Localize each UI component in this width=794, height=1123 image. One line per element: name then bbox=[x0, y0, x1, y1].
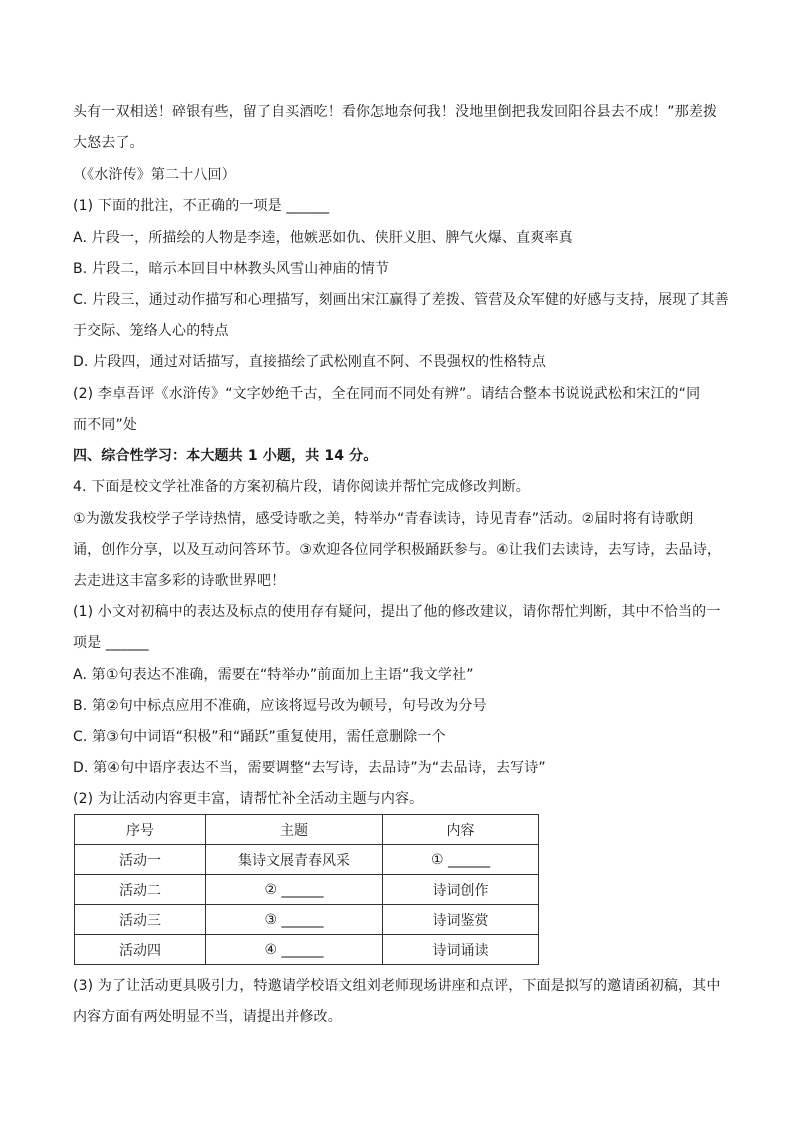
table-cell: 活动一 bbox=[75, 845, 206, 875]
table-cell: 活动二 bbox=[75, 875, 206, 905]
option-d: D. 第④句中语序表达不当，需要调整“去写诗，去品诗”为“去品诗，去写诗” bbox=[73, 760, 546, 776]
table-cell: 集诗文展青春风采 bbox=[206, 845, 383, 875]
table-cell: 诗词鉴赏 bbox=[383, 905, 539, 935]
sub-question-1: (1) 小文对初稿中的表达及标点的使用存有疑问，提出了他的修改建议，请你帮忙判断，其中不恰当的一 bbox=[73, 604, 721, 620]
text-line: 头有一双相送！碎银有些，留了自买酒吃！看你怎地奈何我！没地里倒把我发回阳谷县去不成！”那差拨 bbox=[73, 104, 718, 120]
passage-line: ①为激发我校学子学诗热情，感受诗歌之美，特举办“青春读诗，诗见青春”活动。②届时将有诗歌朗 bbox=[73, 511, 694, 527]
header-cell: 内容 bbox=[383, 815, 539, 845]
header-cell: 主题 bbox=[206, 815, 383, 845]
table-cell: 活动四 bbox=[75, 935, 206, 965]
table-cell: ① ______ bbox=[383, 845, 539, 875]
table-row bbox=[75, 845, 539, 875]
sub-question-3-cont: 内容方面有两处明显不当，请提出并修改。 bbox=[73, 1009, 342, 1025]
question-4-stem: 4. 下面是校文学社准备的方案初稿片段，请你阅读并帮忙完成修改判断。 bbox=[73, 479, 530, 495]
question-1-stem: (1) 下面的批注，不正确的一项是 ______ bbox=[73, 198, 330, 214]
option-b: B. 片段二，暗示本回目中林教头风雪山神庙的情节 bbox=[73, 261, 390, 277]
option-c: C. 第③句中词语“积极”和“踊跃”重复使用，需任意删除一个 bbox=[73, 729, 446, 745]
question-2-cont: 而不同”处 bbox=[73, 417, 138, 433]
option-c: C. 片段三，通过动作描写和心理描写，刻画出宋江赢得了差拨、管营及众军健的好感与支持，展现了其善 bbox=[73, 292, 729, 308]
section-heading: 四、综合性学习：本大题共 1 小题，共 14 分。 bbox=[73, 448, 378, 464]
sub-question-2: (2) 为让活动内容更丰富，请帮忙补全活动主题与内容。 bbox=[73, 791, 424, 807]
question-2-stem: (2) 李卓吾评《水浒传》“文字妙绝千古，全在同而不同处有辨”。请结合整本书说说武松和宋江的“同 bbox=[73, 386, 701, 402]
source-citation: （《水浒传》第二十八回） bbox=[73, 167, 236, 183]
activity-table bbox=[74, 814, 539, 965]
passage-line: 诵，创作分享，以及互动问答环节。③欢迎各位同学积极踊跃参与。④让我们去读诗，去写诗，去品诗， bbox=[73, 542, 721, 558]
sub-question-3: (3) 为了让活动更具吸引力，特邀请学校语文组刘老师现场讲座和点评，下面是拟写的邀请函初稿，其中 bbox=[73, 978, 721, 994]
table-cell: ④ ______ bbox=[206, 935, 383, 965]
text-line: 大怒去了。 bbox=[73, 135, 144, 151]
option-b: B. 第②句中标点应用不准确，应该将逗号改为顿号，句号改为分号 bbox=[73, 698, 487, 714]
table-cell: ③ ______ bbox=[206, 905, 383, 935]
table-cell: 活动三 bbox=[75, 905, 206, 935]
sub-question-1-cont: 项是 ______ bbox=[73, 635, 149, 651]
table-row bbox=[75, 935, 539, 965]
option-c-cont: 于交际、笼络人心的特点 bbox=[73, 323, 229, 339]
header-cell: 序号 bbox=[75, 815, 206, 845]
table-row bbox=[75, 905, 539, 935]
option-a: A. 第①句表达不准确，需要在“特举办”前面加上主语“我文学社” bbox=[73, 667, 474, 683]
option-d: D. 片段四，通过对话描写，直接描绘了武松刚直不阿、不畏强权的性格特点 bbox=[73, 354, 546, 370]
table-cell: 诗词诵读 bbox=[383, 935, 539, 965]
table-header-row bbox=[75, 815, 539, 845]
option-a: A. 片段一，所描绘的人物是李逵，他嫉恶如仇、侠肝义胆、脾气火爆、直爽率真 bbox=[73, 230, 573, 246]
passage-line: 去走进这丰富多彩的诗歌世界吧！ bbox=[73, 573, 286, 589]
table-cell: ② ______ bbox=[206, 875, 383, 905]
table-cell: 诗词创作 bbox=[383, 875, 539, 905]
table-row bbox=[75, 875, 539, 905]
